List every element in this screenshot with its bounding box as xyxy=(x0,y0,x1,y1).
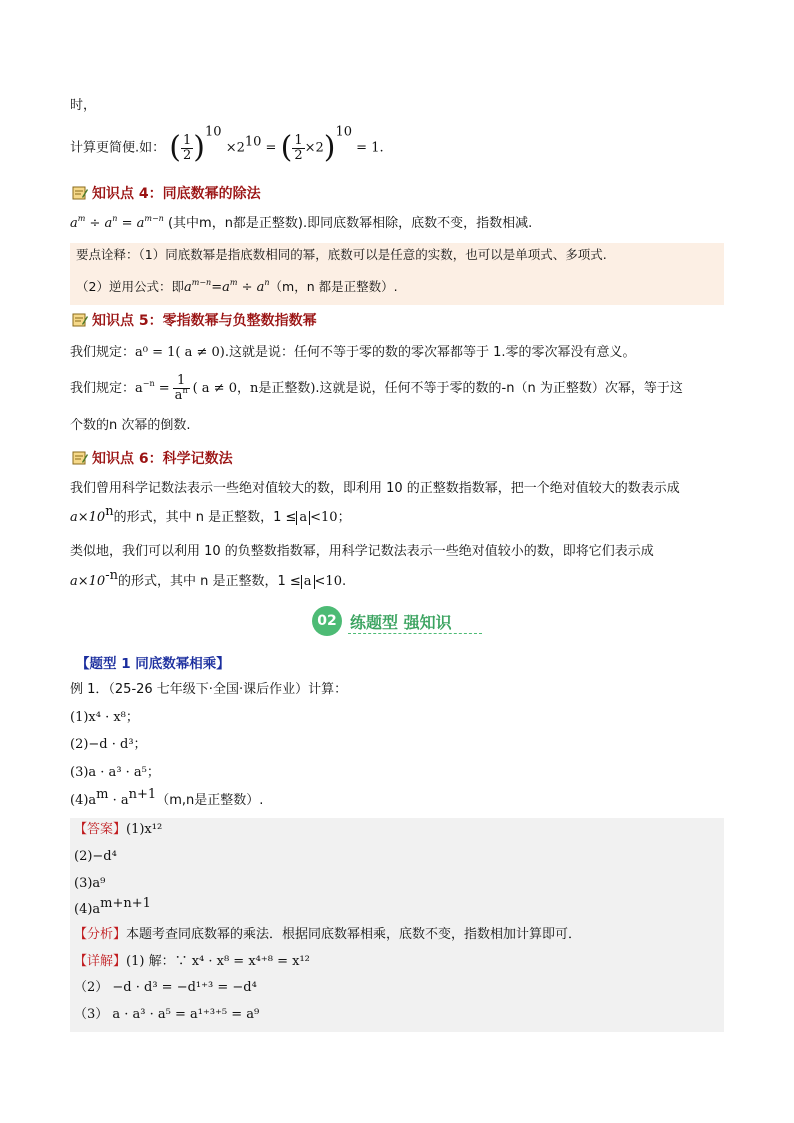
intro-line: 时， xyxy=(70,98,97,113)
notebook-icon xyxy=(72,450,88,470)
answer-4: $(4)a^{m+n+1}$ xyxy=(74,896,151,917)
detail-2: （2） −d · d³ = −d¹⁺³ = −d⁴ xyxy=(74,980,257,995)
section-badge: 02 xyxy=(312,606,342,636)
kp5-title: 知识点 5：零指数幂与负整数指数幂 xyxy=(72,310,317,332)
fraction-half: $\frac{1}{2}$ xyxy=(183,132,192,163)
kp6-title: 知识点 6：科学记数法 xyxy=(72,448,233,470)
answer-box xyxy=(70,818,724,1032)
notebook-icon xyxy=(72,185,88,205)
kp4-title: 知识点 4：同底数幂的除法 xyxy=(72,183,261,205)
kp5-line-2: 我们规定：$a^{-n}$ = $\frac{1}{a^n}$ ( a ≠ 0，n是正整数).这就是说，任何不等于零的数的-n（n 为正整数）次幂，等于这 xyxy=(70,373,683,403)
type-1-title: 【题型 1 同底数幂相乘】 xyxy=(76,656,230,672)
question-3: (3)a · a³ · a⁵； xyxy=(70,765,160,780)
kp6-line-2: $a\times 10^n$的形式，其中 n 是正整数，1 ≤ a <10； xyxy=(70,504,351,525)
answer-2: (2)−d⁴ xyxy=(74,849,117,864)
question-1: (1)x⁴ · x⁸； xyxy=(70,710,139,725)
question-2: (2)−d · d³； xyxy=(70,737,147,752)
section-underline xyxy=(348,633,482,634)
answer-1: 【答案】(1)x¹² xyxy=(74,822,163,837)
answer-3: (3)a⁹ xyxy=(74,876,106,891)
kp4-formula-line: $a^m \div a^n = a^{m-n}$ (其中m，n都是正整数).即同底数幂相除，底数不变，指数相减. xyxy=(70,214,533,231)
kp4-note-box xyxy=(70,243,724,305)
section-title: 练题型 强知识 xyxy=(350,613,452,632)
detail-3: （3） a · a³ · a⁵ = a¹⁺³⁺⁵ = a⁹ xyxy=(74,1007,260,1022)
kp4-note-1: 要点诠释：（1）同底数幂是指底数相同的幂，底数可以是任意的实数，也可以是单项式、多项式. xyxy=(76,247,607,262)
calc-prefix: 计算更简便.如： xyxy=(70,140,166,156)
kp6-line-4: $a\times 10^{-n}$的形式，其中 n 是正整数，1 ≤ a <10. xyxy=(70,568,347,589)
detail-1: 【详解】(1) 解：∵ x⁴ · x⁸ = x⁴⁺⁸ = x¹² xyxy=(74,954,310,969)
kp4-formula: $a^m \div a^n = a^{m-n}$ xyxy=(70,214,164,231)
kp6-line-1: 我们曾用科学记数法表示一些绝对值较大的数，即利用 10 的正整数指数幂，把一个绝对值较大的数表示成 xyxy=(70,481,680,496)
question-4: $(4)a^m \cdot a^{n+1}(m,n$是正整数）. xyxy=(70,787,264,808)
notebook-icon xyxy=(72,312,88,332)
intro-calc-line: 计算更简便.如： ( $\frac{1}{2}$ )$^{10} \times 2^{10}$ = ( $\frac{1}{2}$ ×2)$^{10}$ = 1. xyxy=(70,124,384,165)
example-1: 例 1．（25-26 七年级下·全国·课后作业）计算： xyxy=(70,682,348,697)
kp6-line-3: 类似地，我们可以利用 10 的负整数指数幂，用科学记数法表示一些绝对值较小的数，即将它们表示成 xyxy=(70,544,654,559)
kp5-line-1: 我们规定：a⁰ = 1( a ≠ 0).这就是说：任何不等于零的数的零次幂都等于 1.零的零次幂没有意义。 xyxy=(70,345,636,360)
kp5-line-3: 个数的n 次幂的倒数. xyxy=(70,418,191,433)
analysis: 【分析】本题考查同底数幂的乘法．根据同底数幂相乘，底数不变，指数相加计算即可． xyxy=(74,927,582,942)
kp4-note-2: （2）逆用公式：即$a^{m-n}=a^m \div a^n(m$，n 都是正整数）. xyxy=(76,278,398,295)
